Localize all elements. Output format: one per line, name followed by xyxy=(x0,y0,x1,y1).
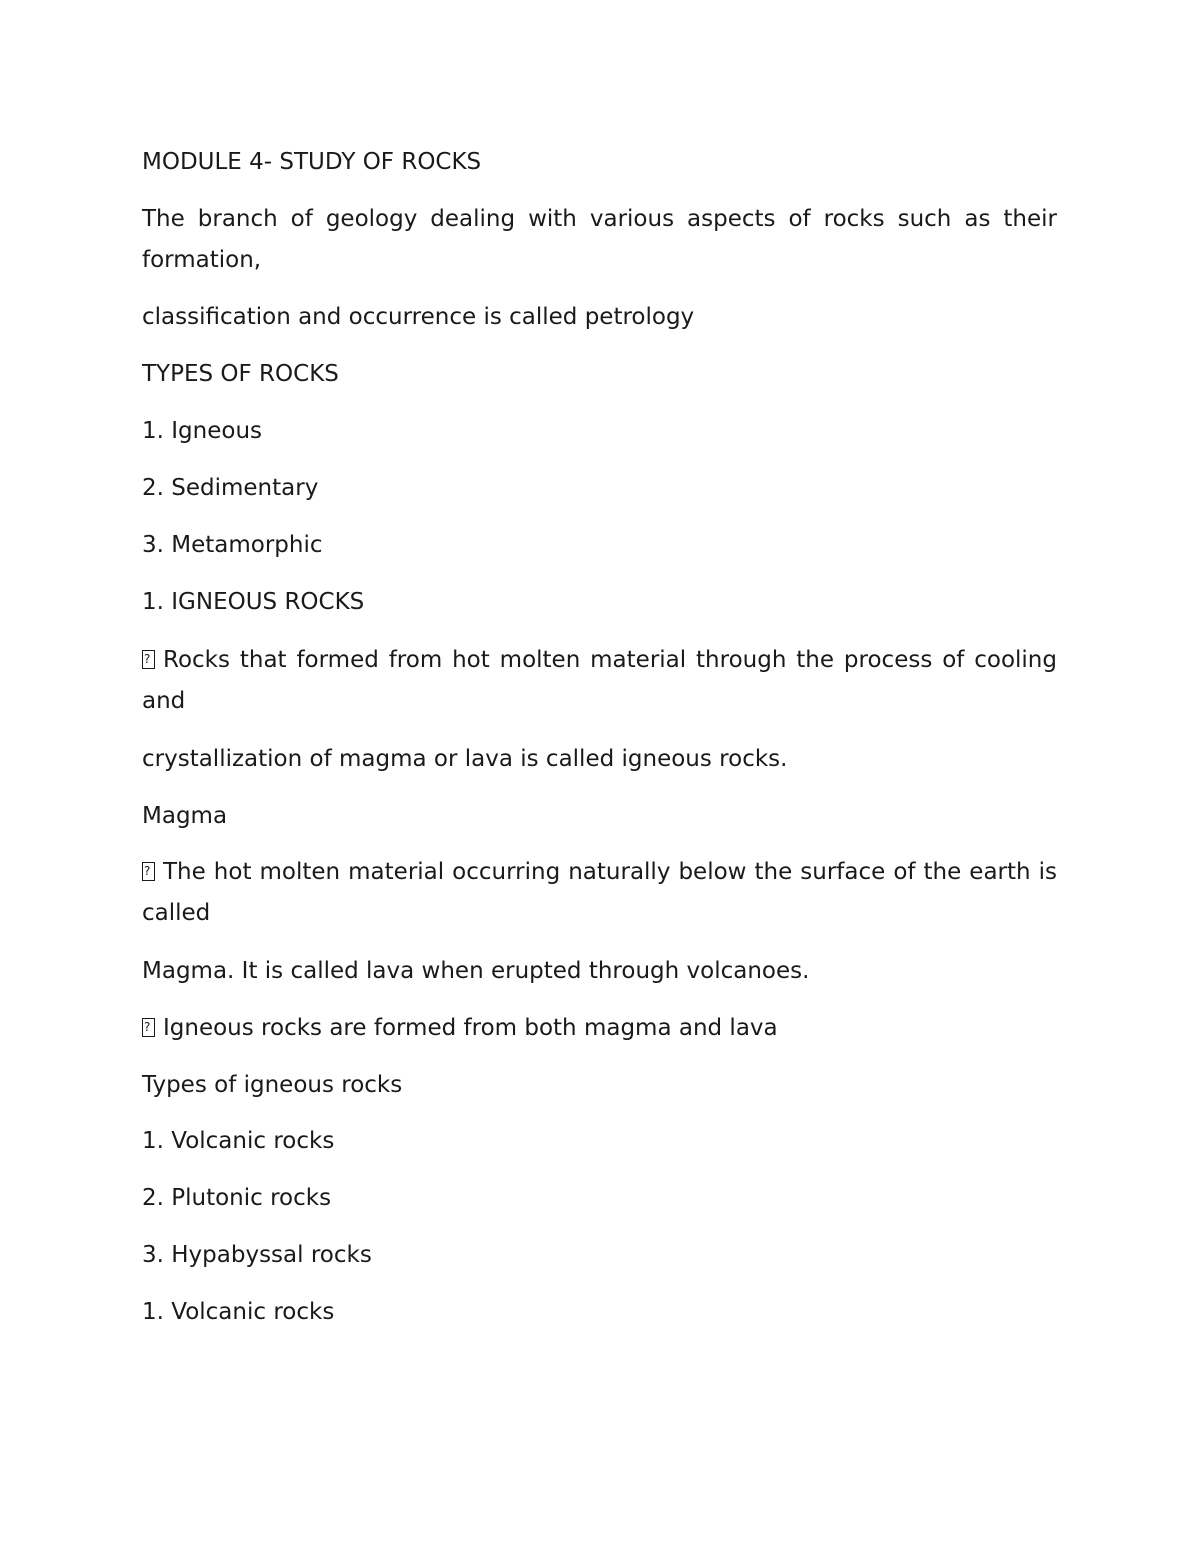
igneous-types-item-volcanic: 1. Volcanic rocks xyxy=(142,1128,335,1154)
missing-glyph-box-icon xyxy=(142,862,155,881)
igneous-bullet-1-line2: crystallization of magma or lava is called igneous rocks. xyxy=(142,746,788,772)
igneous-types-item-plutonic: 2. Plutonic rocks xyxy=(142,1185,332,1211)
types-list-item-sedimentary: 2. Sedimentary xyxy=(142,475,319,501)
magma-bullet-2-text: Igneous rocks are formed from both magma and lava xyxy=(163,1015,778,1041)
intro-paragraph-line2: classification and occurrence is called petrology xyxy=(142,304,695,330)
igneous-heading: 1. IGNEOUS ROCKS xyxy=(142,589,365,615)
missing-glyph-box-icon xyxy=(142,1018,155,1037)
module-title: MODULE 4- STUDY OF ROCKS xyxy=(142,149,482,175)
magma-heading: Magma xyxy=(142,803,228,829)
intro-paragraph-line1: The branch of geology dealing with various aspects of rocks such as their formation, xyxy=(142,206,1057,273)
missing-glyph-box-icon xyxy=(142,650,155,669)
magma-bullet-1-line1 xyxy=(142,852,1057,934)
volcanic-rocks-heading: 1. Volcanic rocks xyxy=(142,1299,335,1325)
magma-bullet-1-text: The hot molten material occurring naturally below the surface of the earth is called xyxy=(142,859,1057,926)
igneous-types-item-hypabyssal: 3. Hypabyssal rocks xyxy=(142,1242,372,1268)
igneous-bullet-1-text: Rocks that formed from hot molten material through the process of cooling and xyxy=(142,647,1057,714)
igneous-bullet-1-line1 xyxy=(142,640,1057,722)
types-list-item-metamorphic: 3. Metamorphic xyxy=(142,532,323,558)
igneous-types-heading: Types of igneous rocks xyxy=(142,1072,403,1098)
types-heading: TYPES OF ROCKS xyxy=(142,361,339,387)
magma-bullet-2 xyxy=(142,1008,778,1049)
magma-bullet-1-line2: Magma. It is called lava when erupted through volcanoes. xyxy=(142,958,810,984)
types-list-item-igneous: 1. Igneous xyxy=(142,418,262,444)
